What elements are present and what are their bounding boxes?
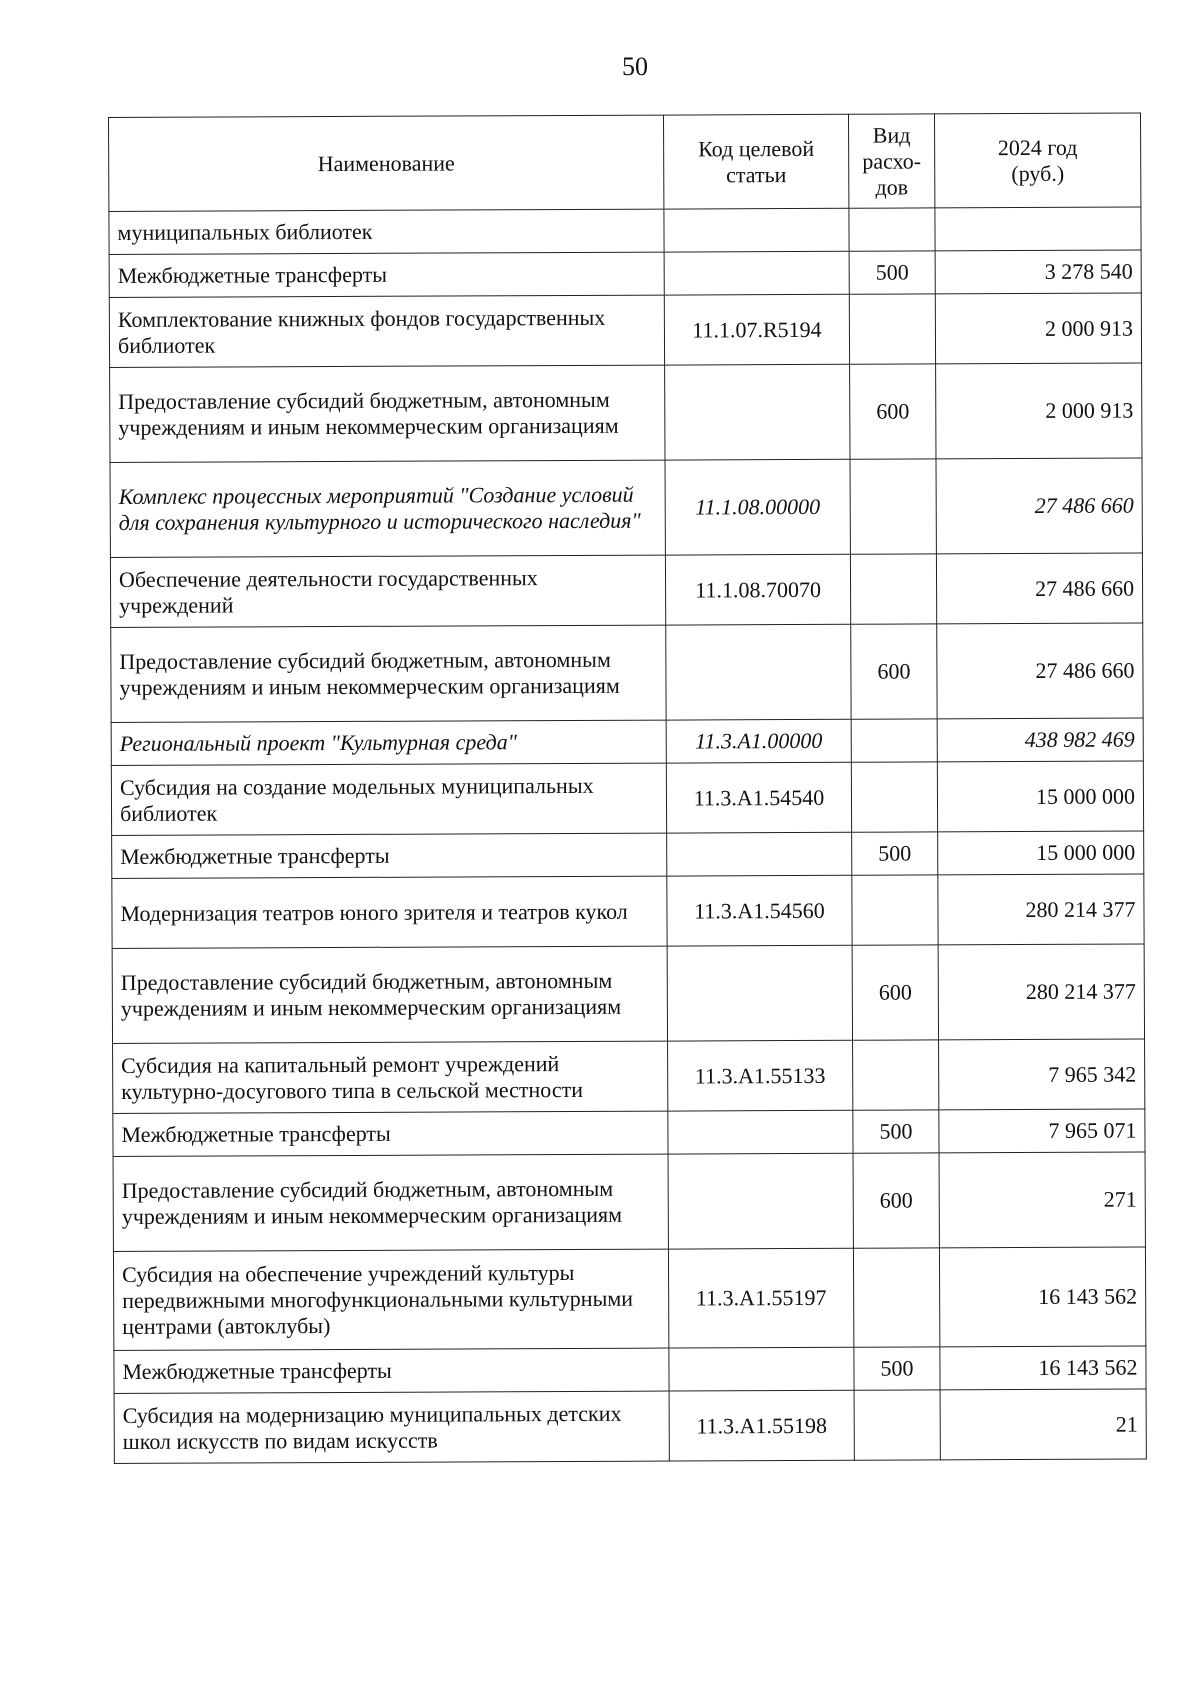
table-row bbox=[111, 623, 1143, 723]
row-amount: 271 bbox=[939, 1152, 1145, 1248]
row-amount: 280 214 377 bbox=[938, 944, 1144, 1040]
row-code bbox=[667, 945, 852, 1041]
table-row bbox=[114, 1346, 1146, 1394]
row-name: Межбюджетные трансферты bbox=[114, 1348, 669, 1393]
row-name: Предоставление субсидий бюджетным, автономным учреждениям и иным некоммерческим организациям bbox=[112, 946, 667, 1043]
row-type: 500 bbox=[854, 1347, 940, 1390]
row-name: Субсидия на обеспечение учреждений культуры передвижными многофункциональными культурными центрами (автоклубы) bbox=[113, 1249, 668, 1350]
row-amount: 27 486 660 bbox=[936, 553, 1142, 624]
row-type bbox=[853, 1040, 939, 1110]
row-amount: 2 000 913 bbox=[936, 363, 1142, 459]
row-name: Региональный проект "Культурная среда" bbox=[111, 720, 666, 765]
row-amount: 15 000 000 bbox=[938, 831, 1144, 875]
row-type bbox=[849, 208, 935, 251]
table-row bbox=[113, 1152, 1145, 1252]
row-name: Субсидия на модернизацию муниципальных детских школ искусств по видам искусств bbox=[114, 1391, 669, 1463]
table-row bbox=[113, 1109, 1145, 1157]
row-type: 600 bbox=[850, 364, 936, 459]
table-row bbox=[110, 553, 1142, 628]
row-code bbox=[666, 624, 851, 720]
row-name: Межбюджетные трансферты bbox=[112, 833, 667, 878]
header-type-label: Вид расхо- дов bbox=[862, 121, 922, 200]
row-type bbox=[850, 459, 936, 554]
table-row bbox=[113, 1039, 1145, 1114]
table-row bbox=[112, 944, 1144, 1044]
header-code bbox=[663, 114, 848, 209]
row-amount: 16 143 562 bbox=[939, 1247, 1145, 1347]
table-header-row bbox=[109, 113, 1141, 212]
row-type: 600 bbox=[852, 945, 938, 1040]
row-amount: 21 bbox=[940, 1389, 1146, 1460]
row-code: 11.1.08.70070 bbox=[665, 554, 850, 625]
row-code: 11.3.А1.55197 bbox=[668, 1248, 853, 1348]
row-code bbox=[668, 1153, 853, 1249]
table-row bbox=[111, 761, 1143, 836]
row-name: Комплектование книжных фондов государственных библиотек bbox=[109, 295, 664, 367]
table-row bbox=[112, 874, 1144, 949]
row-type: 600 bbox=[853, 1153, 939, 1248]
row-code: 11.1.07.R5194 bbox=[664, 294, 849, 365]
row-amount: 27 486 660 bbox=[936, 458, 1142, 554]
table-row bbox=[113, 1247, 1145, 1351]
row-amount: 280 214 377 bbox=[938, 874, 1144, 945]
row-type bbox=[851, 762, 937, 832]
row-type: 600 bbox=[851, 624, 937, 719]
row-code bbox=[669, 1347, 854, 1391]
header-amount-label: 2024 год (руб.) bbox=[997, 134, 1078, 186]
header-type bbox=[848, 114, 934, 208]
row-amount bbox=[935, 207, 1141, 251]
row-code: 11.3.А1.00000 bbox=[666, 719, 851, 763]
row-code: 11.3.А1.55133 bbox=[668, 1040, 853, 1111]
table-row-project bbox=[111, 718, 1143, 766]
header-code-label: Код целевой статьи bbox=[698, 135, 815, 187]
table-body bbox=[109, 207, 1146, 1463]
row-code bbox=[664, 208, 849, 252]
row-code bbox=[665, 364, 850, 460]
row-name: Субсидия на капитальный ремонт учреждений культурно-досугового типа в сельской местности bbox=[113, 1041, 668, 1113]
row-amount: 3 278 540 bbox=[935, 250, 1141, 294]
row-type bbox=[849, 294, 935, 364]
row-code bbox=[667, 832, 852, 876]
row-name: Межбюджетные трансферты bbox=[113, 1111, 668, 1156]
row-type bbox=[854, 1390, 940, 1460]
row-name: Предоставление субсидий бюджетным, автономным учреждениям и иным некоммерческим организациям bbox=[110, 365, 665, 462]
row-amount: 27 486 660 bbox=[937, 623, 1143, 719]
row-name: Обеспечение деятельности государственных учреждений bbox=[110, 555, 665, 627]
row-amount: 16 143 562 bbox=[940, 1346, 1146, 1390]
row-name: Модернизация театров юного зрителя и театров кукол bbox=[112, 876, 667, 948]
row-amount: 7 965 342 bbox=[939, 1039, 1145, 1110]
row-name: муниципальных библиотек bbox=[109, 209, 664, 254]
row-amount: 2 000 913 bbox=[935, 293, 1141, 364]
table-row-program bbox=[110, 458, 1142, 558]
row-name: Комплекс процессных мероприятий "Создание условий для сохранения культурного и исторического наследия" bbox=[110, 460, 665, 557]
table-row bbox=[109, 207, 1141, 255]
row-code: 11.3.А1.54540 bbox=[666, 762, 851, 833]
table-row bbox=[114, 1389, 1146, 1464]
budget-table bbox=[108, 112, 1147, 1463]
header-amount bbox=[934, 113, 1140, 208]
row-type bbox=[850, 554, 936, 624]
row-type bbox=[851, 719, 937, 762]
row-name: Межбюджетные трансферты bbox=[109, 252, 664, 297]
row-name: Субсидия на создание модельных муниципальных библиотек bbox=[111, 763, 666, 835]
row-amount: 438 982 469 bbox=[937, 718, 1143, 762]
row-code: 11.3.А1.54560 bbox=[667, 875, 852, 946]
row-code bbox=[668, 1110, 853, 1154]
table-row bbox=[109, 293, 1141, 368]
page-number: 50 bbox=[622, 52, 648, 81]
row-type: 500 bbox=[849, 251, 935, 294]
table-row bbox=[109, 250, 1141, 298]
row-amount: 15 000 000 bbox=[937, 761, 1143, 832]
row-type: 500 bbox=[852, 832, 938, 875]
table-row bbox=[112, 831, 1144, 879]
row-type bbox=[853, 1248, 939, 1347]
row-code: 11.3.А1.55198 bbox=[669, 1390, 854, 1461]
row-type: 500 bbox=[853, 1110, 939, 1153]
header-name: Наименование bbox=[109, 115, 664, 211]
table-row bbox=[110, 363, 1142, 463]
row-name: Предоставление субсидий бюджетным, автономным учреждениям и иным некоммерческим организациям bbox=[113, 1154, 668, 1251]
row-name: Предоставление субсидий бюджетным, автономным учреждениям и иным некоммерческим организациям bbox=[111, 625, 666, 722]
row-amount: 7 965 071 bbox=[939, 1109, 1145, 1153]
row-code bbox=[664, 251, 849, 295]
row-type bbox=[852, 875, 938, 945]
row-code: 11.1.08.00000 bbox=[665, 459, 850, 555]
